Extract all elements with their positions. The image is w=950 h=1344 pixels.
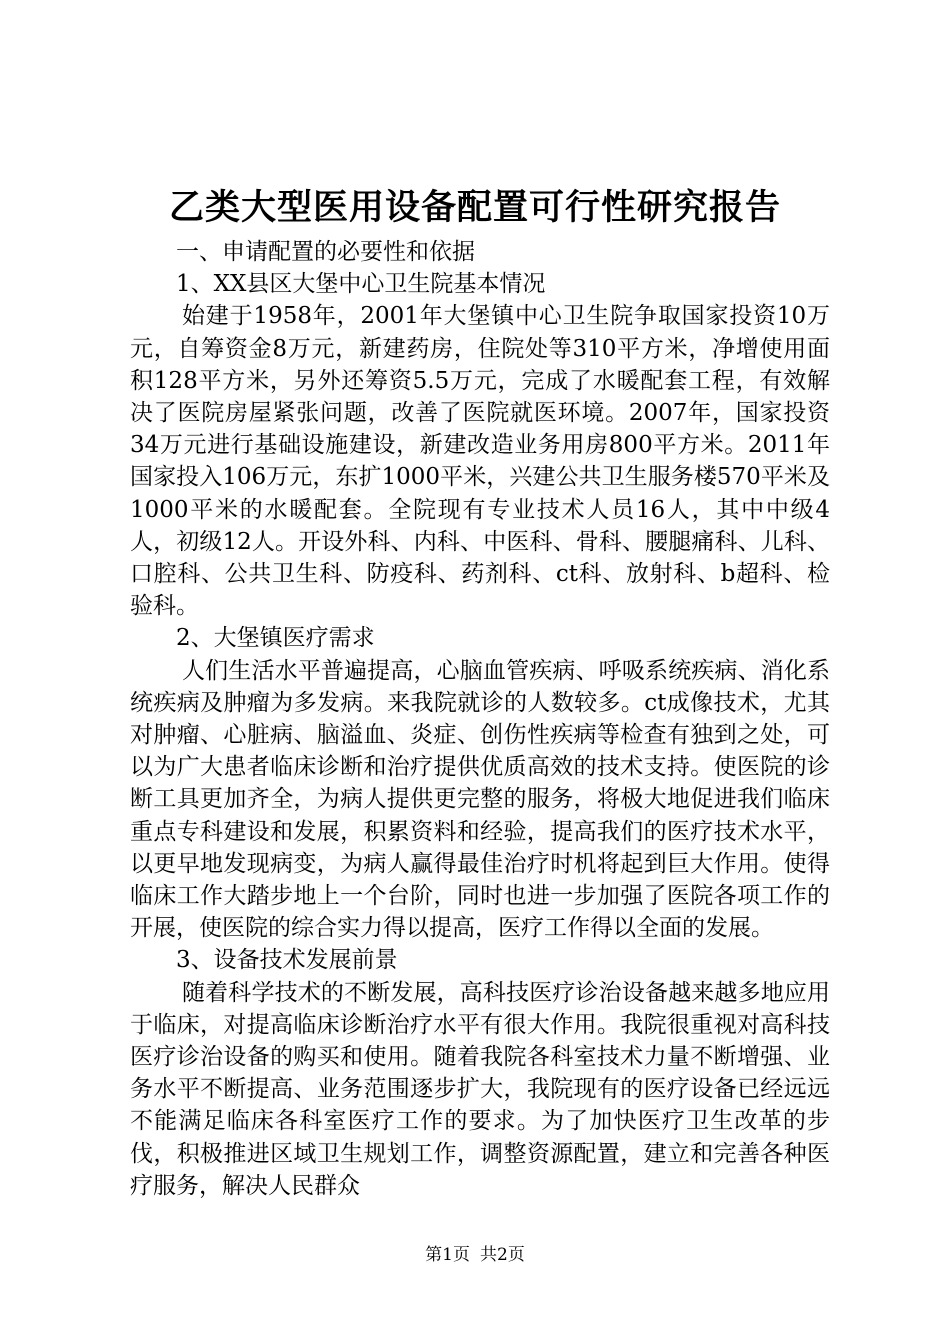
subsection-paragraph-2: 人们生活水平普遍提高，心脑血管疾病、呼吸系统疾病、消化系统疾病及肿瘤为多发病。来我院就诊的人数较多。ct成像技术，尤其对肿瘤、心脏病、脑溢血、炎症、创伤性疾病等检查有独到之处，可以为广大患者临床诊断和治疗提供优质高效的技术支持。使医院的诊断工具更加齐全，为病人提供更完整的服务，将极大地促进我们临床重点专科建设和发展，积累资料和经验，提高我们的医疗技术水平，以更早地发现病变，为病人赢得最佳治疗时机将起到巨大作用。使得临床工作大踏步地上一个台阶，同时也进一步加强了医院各项工作的开展，使医院的综合实力得以提高，医疗工作得以全面的发展。 xyxy=(130,657,830,942)
page-number: 第1页 xyxy=(425,1245,470,1265)
subsection-heading-1: 1、XX县区大堡中心卫生院基本情况 xyxy=(176,271,546,298)
section-heading: 一、申请配置的必要性和依据 xyxy=(176,239,475,265)
page-total: 共2页 xyxy=(480,1245,525,1265)
document-title: 乙类大型医用设备配置可行性研究报告 xyxy=(168,187,781,228)
page-footer xyxy=(0,1244,950,1266)
subsection-heading-3: 3、设备技术发展前景 xyxy=(176,947,398,974)
subsection-paragraph-1: 始建于1958年，2001年大堡镇中心卫生院争取国家投资10万元，自筹资金8万元，新建药房，住院处等310平方米，净增使用面积128平方米，另外还筹资5.5万元，完成了水暖配套工程，有效解决了医院房屋紧张问题，改善了医院就医环境。2007年，国家投资34万元进行基础设施建设，新建改造业务用房800平方米。2011年国家投入106万元，东扩1000平米，兴建公共卫生服务楼570平米及1000平米的水暖配套。全院现有专业技术人员16人，其中中级4人，初级12人。开设外科、内科、中医科、骨科、腰腿痛科、儿科、口腔科、公共卫生科、防疫科、药剂科、ct科、放射科、b超科、检验科。 xyxy=(130,303,830,620)
subsection-paragraph-3: 随着科学技术的不断发展，高科技医疗诊治设备越来越多地应用于临床，对提高临床诊断治疗水平有很大作用。我院很重视对高科技医疗诊治设备的购买和使用。随着我院各科室技术力量不断增强、业务水平不断提高、业务范围逐步扩大，我院现有的医疗设备已经远远不能满足临床各科室医疗工作的要求。为了加快医疗卫生改革的步伐，积极推进区域卫生规划工作，调整资源配置，建立和完善各种医疗服务，解决人民群众 xyxy=(130,979,830,1199)
document-body xyxy=(130,236,830,1202)
subsection-heading-2: 2、大堡镇医疗需求 xyxy=(176,625,375,652)
